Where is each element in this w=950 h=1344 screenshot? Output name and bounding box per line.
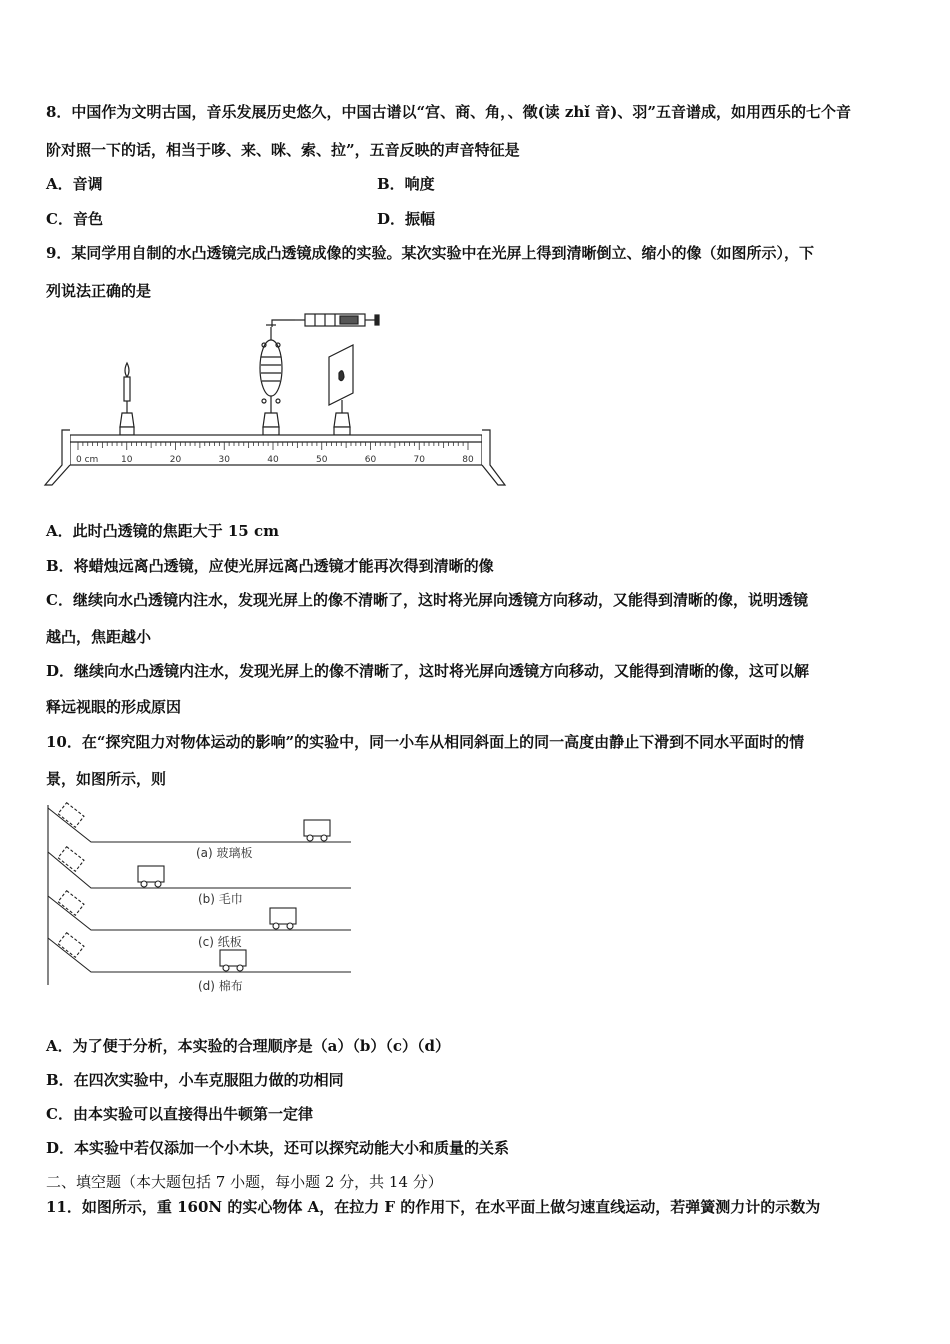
ruler-label: 50 — [316, 455, 328, 465]
car-a — [304, 820, 330, 841]
q9-option-a[interactable]: A．此时凸透镜的焦距大于 15 cm — [46, 522, 279, 540]
ruler-label: 60 — [364, 455, 377, 465]
q9-option-d-line2: 释远视眼的形成原因 — [46, 698, 182, 716]
q8-option-a[interactable]: A．音调 — [46, 175, 103, 193]
incline-car-a — [58, 803, 84, 828]
incline-car-b — [58, 847, 84, 872]
car-d — [220, 950, 246, 971]
q10-option-b[interactable]: B．在四次实验中，小车克服阻力做的功相同 — [46, 1071, 344, 1089]
water-convex-lens — [260, 327, 282, 435]
q9-option-b[interactable]: B．将蜡烛远离凸透镜，应使光屏远离凸透镜才能再次得到清晰的像 — [46, 557, 494, 575]
incline-car-c — [58, 891, 84, 916]
label-c: (c) 纸板 — [198, 935, 242, 949]
section-2-title: 二、填空题（本大题包括 7 小题，每小题 2 分，共 14 分） — [46, 1173, 443, 1191]
label-a: (a) 玻璃板 — [196, 846, 253, 860]
ruler-label: 10 — [121, 455, 133, 465]
q10-stem-line2: 景，如图所示，则 — [46, 770, 167, 788]
q10-stem-line1: 10．在“探究阻力对物体运动的影响”的实验中，同一小车从相同斜面上的同一高度由静止下滑到不同水平面时的情 — [46, 733, 805, 751]
q9-option-c-line1[interactable]: C．继续向水凸透镜内注水，发现光屏上的像不清晰了，这时将光屏向透镜方向移动，又能得到清晰的像，说明透镜 — [46, 591, 808, 609]
q10-incline-figure — [46, 800, 358, 1000]
q8-option-b[interactable]: B．响度 — [377, 175, 435, 193]
car-b — [138, 866, 164, 887]
q9-stem-line2: 列说法正确的是 — [46, 282, 152, 300]
q10-option-a[interactable]: A．为了便于分析，本实验的合理顺序是（a）（b）（c）（d） — [46, 1037, 450, 1055]
ruler-label: 0 cm — [76, 455, 99, 465]
q9-option-c-line2: 越凸，焦距越小 — [46, 628, 152, 646]
q9-optical-bench-figure — [40, 305, 510, 495]
q11-stem-line1: 11．如图所示，重 160N 的实心物体 A，在拉力 F 的作用下，在水平面上做匀速直线运动，若弹簧测力计的示数为 — [46, 1198, 821, 1216]
car-c — [270, 908, 296, 929]
q8-stem-line1: 8．中国作为文明古国，音乐发展历史悠久，中国古谱以“宫、商、角，、徵(读 zhǐ 音)、羽”五音谱成，如用西乐的七个音 — [46, 103, 851, 121]
ruler-label: 70 — [413, 455, 425, 465]
ruler-label: 20 — [169, 455, 182, 465]
q9-stem-line1: 9．某同学用自制的水凸透镜完成凸透镜成像的实验。某次实验中在光屏上得到清晰倒立、缩小的像（如图所示），下 — [46, 244, 814, 262]
label-d: (d) 棉布 — [198, 979, 243, 993]
label-b: (b) 毛巾 — [198, 892, 243, 906]
ruler-label: 30 — [218, 455, 230, 465]
q8-stem-line2: 阶对照一下的话，相当于哆、来、咪、索、拉”，五音反映的声音特征是 — [46, 141, 520, 159]
ruler-label: 80 — [462, 455, 474, 465]
q8-option-c[interactable]: C．音色 — [46, 210, 103, 228]
q8-option-d[interactable]: D．振幅 — [377, 210, 436, 228]
q10-option-d[interactable]: D．本实验中若仅添加一个小木块，还可以探究动能大小和质量的关系 — [46, 1139, 510, 1157]
ruler-label: 40 — [267, 455, 279, 465]
q9-option-d-line1[interactable]: D．继续向水凸透镜内注水，发现光屏上的像不清晰了，这时将光屏向透镜方向移动，又能得到清晰的像，这可以解 — [46, 662, 810, 680]
candle — [120, 363, 134, 435]
syringe — [266, 314, 379, 327]
light-screen — [329, 345, 353, 435]
incline-car-d — [58, 933, 84, 958]
q10-option-c[interactable]: C．由本实验可以直接得出牛顿第一定律 — [46, 1105, 313, 1123]
